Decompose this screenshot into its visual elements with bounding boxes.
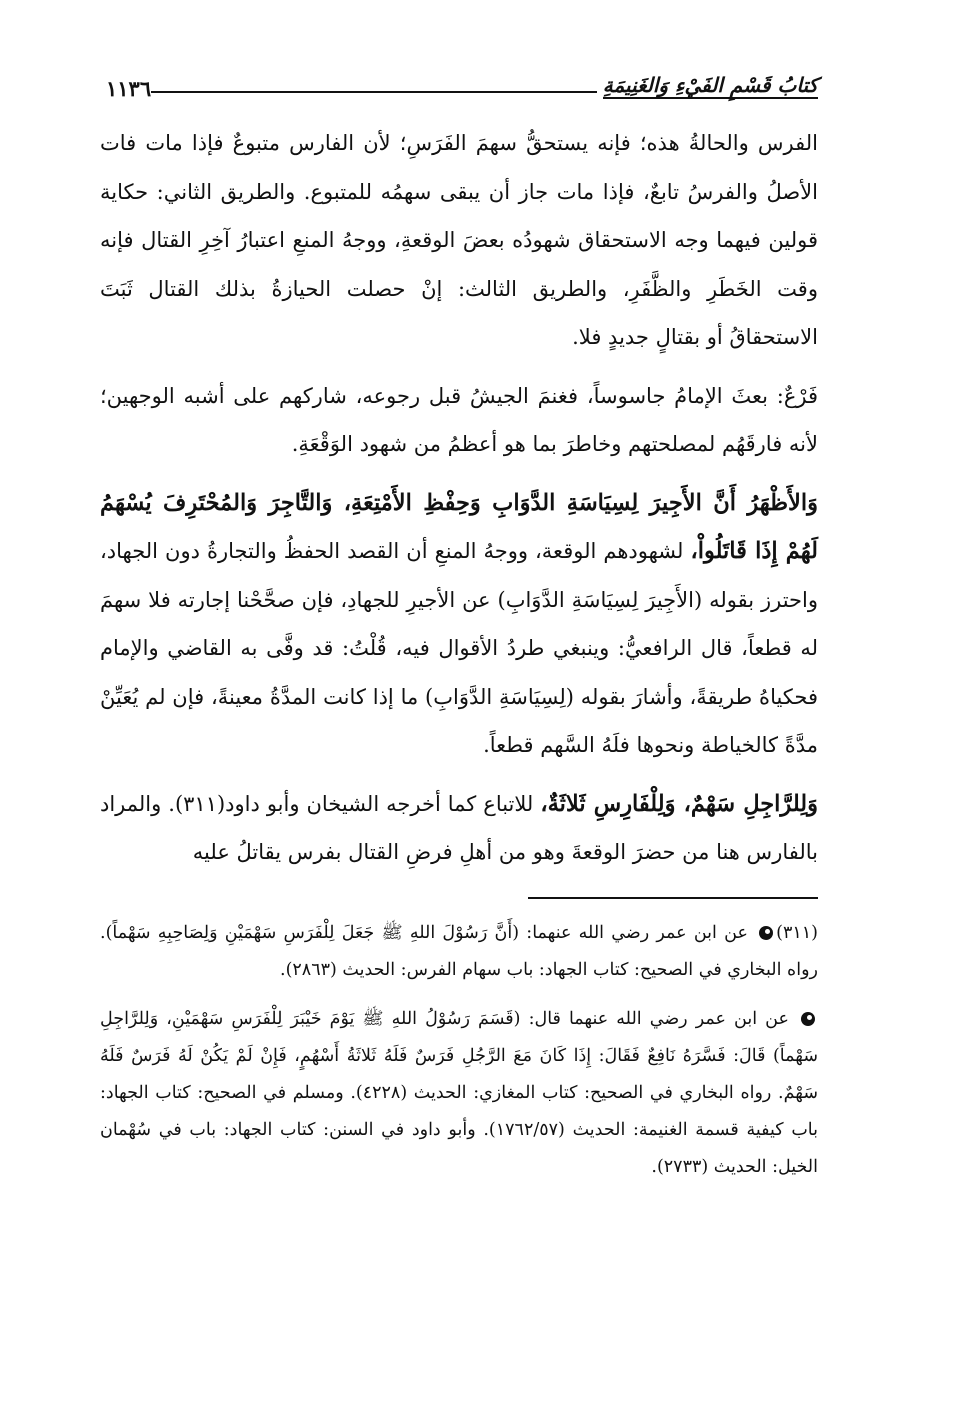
paragraph-1: الفرس والحالةُ هذه؛ فإنه يستحقُّ سهمَ الفَرَسِ؛ لأن الفارس متبوعٌ فإذا مات فات الأصلُ والفرسُ تابعٌ، فإذا مات جاز أن يبقى سهمُه للمتبوع. والطريق الثاني: حكاية قولين فيهما وجه الاستحقاق شهودُه بعضَ الوقعةِ، ووجهُ المنعِ اعتبارُ آخِرِ القتال فإنه وقت الخَطَرِ والظَّفَرِ، والطريق الثالث: إنْ حصلت الحيازةُ بذلك القتال ثَبَتَ الاستحقاقُ أو بقتالٍ جديدٍ فلا. <box>100 131 818 349</box>
footnote-number: (٣١١) <box>776 922 818 943</box>
page-header <box>100 55 818 99</box>
footnote-separator <box>528 897 818 899</box>
matn-text-4: وَلِلرَّاجِلِ سَهْمٌ، وَلِلْفَارِسِ ثَلاثَةٌ، <box>540 790 818 817</box>
page-number: ١١٣٦ <box>106 76 152 101</box>
book-page <box>100 55 818 1186</box>
paragraph-4 <box>100 780 818 877</box>
bullet-icon <box>759 926 773 940</box>
commentary-text-3: لشهودهم الوقعة، ووجهُ المنعِ أن القصد الحفظُ والتجارةُ دون الجهاد، واحترز بقوله (الأَجِيرَ لِسِيَاسَةِ الدَّوَابِ) عن الأجيرِ للجهادِ، فإن صحَّحْنا إجارته فلا سهمَ له قطعاً، قال الرافعيُّ: وينبغي طردُ الأقوال فيه، قُلْتُ: قد وفَّى به القاضي والإمام فحكياهُ طريقةً، وأشارَ بقوله (لِسِيَاسَةِ الدَّوَابِ) ما إذا كانت المدَّةُ معينةً، فإن لم يُعَيِّنْ مدَّةً كالخياطة ونحوها فلَهُ السَّهم قطعاً. <box>100 539 818 757</box>
matn-text-3: وَالأَظْهَرُ أَنَّ الأَجِيرَ لِسِيَاسَةِ الدَّوَابِ وَحِفْظِ الأَمْتِعَةِ، وَالتَّاجِرَ وَالمُحْتَرِفَ يُسْهَمُ لَهُمْ إِذَا قَاتَلُواْ، <box>100 489 818 564</box>
bullet-icon <box>801 1012 815 1026</box>
footnote-2 <box>100 1001 818 1186</box>
commentary-text-4: للاتباع كما أخرجه الشيخان وأبو داود(٣١١). والمراد بالفارس هنا من حضرَ الوقعةَ وهو من أهلِ فرضِ القتال بفرس يقاتلُ عليه <box>100 791 818 864</box>
footnote-1 <box>100 915 818 989</box>
paragraph-2: فَرْعٌ: بعثَ الإمامُ جاسوساً، فغنمَ الجيشُ قبل رجوعه، شاركهم على أشبه الوجهين؛ لأنه فارقَهُم لمصلحتهم وخاطرَ بما هو أعظمُ من شهود الوَقْعَةِ. <box>100 383 818 456</box>
paragraph-3 <box>100 479 818 770</box>
running-title: كتابُ قَسْمِ الفَيْءِ وَالغَنِيمَةِ <box>602 73 818 97</box>
footnote-2-text: عن ابن عمر رضي الله عنهما قال: (قَسَمَ رَسُوْلُ اللهِ ﷺ يَوْمَ خَيْبَرَ لِلْفَرَسِ سَهْمَيْنِ، وَلِلرَّاجِلِ سَهْماً) قَالَ: فَسَّرَهُ نَافِعٌ فَقَالَ: إِذَا كَانَ مَعَ الرَّجُلِ فَرَسٌ فَلَهُ ثَلاثَةُ أَسْهُمٍ، فَإِنْ لَمْ يَكُنْ لَهُ فَرَسٌ فَلَهُ سَهْمٌ. رواه البخاري في الصحيح: كتاب المغازي: الحديث (٤٢٢٨). ومسلم في الصحيح: كتاب الجهاد: باب كيفية قسمة الغنيمة: الحديث (١٧٦٢/٥٧). وأبو داود في السنن: كتاب الجهاد: باب في سُهْمان الخيل: الحديث (٢٧٣٣). <box>100 1008 818 1177</box>
footnote-1-text: عن ابن عمر رضي الله عنهما: (أَنَّ رَسُوْلَ اللهِ ﷺ جَعَلَ لِلْفَرَسِ سَهْمَيْنِ وَلِصَاحِبِهِ سَهْماً). رواه البخاري في الصحيح: كتاب الجهاد: باب سهام الفرس: الحديث (٢٨٦٣). <box>100 922 818 980</box>
header-rule <box>151 91 597 93</box>
header-rule-area <box>100 78 603 99</box>
